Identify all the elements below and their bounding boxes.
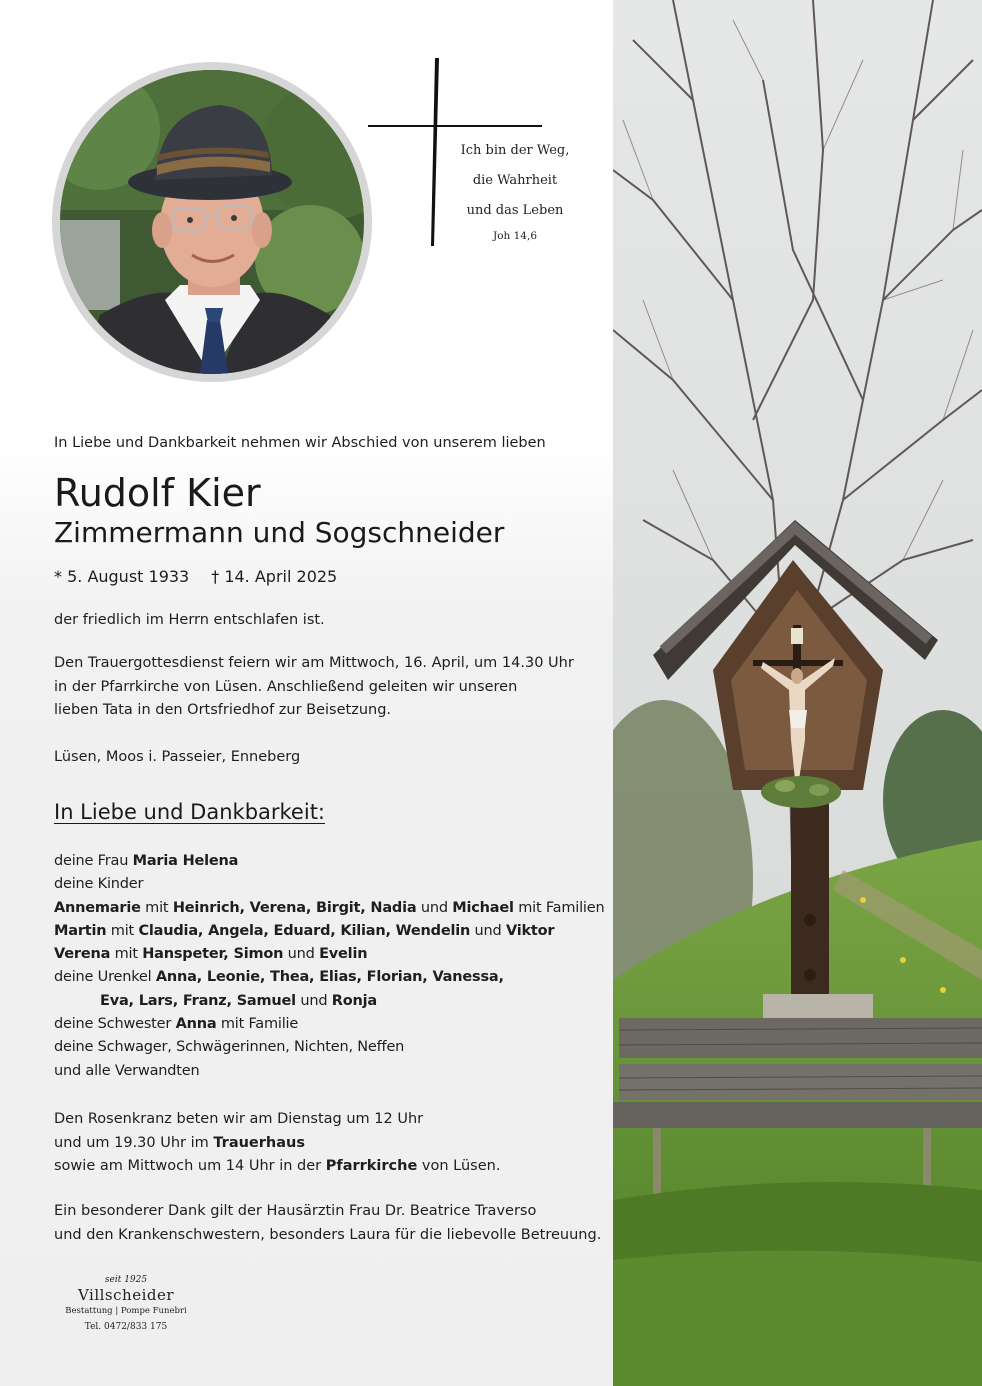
verse-line-2: die Wahrheit <box>472 173 558 188</box>
wayside-cross-photo <box>613 0 982 1386</box>
wayside-shrine-image <box>613 0 982 1386</box>
family-row-2-e: Viktor <box>505 922 555 939</box>
gratitude-line-2: und den Krankenschwestern, besonders Laura für die liebevolle Betreuung. <box>54 1226 602 1243</box>
family-great-grandchildren-2 <box>54 990 604 1013</box>
rosary-line-3-prefix: sowie am Mittwoch um 14 Uhr in der <box>54 1158 326 1174</box>
family-row-2 <box>54 920 604 943</box>
family-list <box>54 850 604 1083</box>
funeral-service-text <box>54 652 574 723</box>
birth-date: * 5. August 1933 <box>54 567 190 586</box>
death-date: † 14. April 2025 <box>211 567 338 586</box>
funeral-home-logo <box>56 1275 196 1336</box>
logo-subtitle: Bestattung | Pompe Funebri <box>65 1306 187 1316</box>
family-row-1-b: mit <box>140 899 173 916</box>
rosary-line-1: Den Rosenkranz beten wir am Dienstag um 12 Uhr <box>54 1111 424 1127</box>
family-relatives: und alle Verwandten <box>54 1062 200 1079</box>
verse-line-3: und das Leben <box>466 203 564 218</box>
family-row-1-f: mit Familien <box>513 899 605 916</box>
family-wife-prefix: deine Frau <box>54 853 133 869</box>
family-children-label: deine Kinder <box>54 876 144 893</box>
verse-line-1: Ich bin der Weg, <box>460 143 570 158</box>
great-grandchildren-names-1: Anna, Leonie, Thea, Elias, Florian, Vanessa, <box>155 969 504 986</box>
rosary-line-2-prefix: und um 19.30 Uhr im <box>54 1134 214 1151</box>
family-row-3-c: Hanspeter, Simon <box>142 946 284 963</box>
deceased-profession: Zimmermann und Sogschneider <box>54 516 505 549</box>
great-grandchildren-and: und <box>295 992 332 1009</box>
family-wife <box>54 850 604 873</box>
bible-verse <box>440 136 590 246</box>
family-sister <box>54 1013 604 1036</box>
sister-prefix: deine Schwester <box>54 1016 176 1033</box>
thanks-heading: In Liebe und Dankbarkeit: <box>54 800 326 824</box>
rosary-line-3 <box>54 1155 500 1179</box>
life-dates <box>54 565 337 589</box>
family-row-3-e: Evelin <box>319 946 368 963</box>
family-row-3-a: Verena <box>54 946 111 963</box>
family-row-1 <box>54 897 604 920</box>
family-row-2-d: und <box>470 922 506 939</box>
family-row-2-a: Martin <box>54 922 107 939</box>
intro-text: In Liebe und Dankbarkeit nehmen wir Abschied von unserem lieben <box>54 435 546 451</box>
family-great-grandchildren-1 <box>54 966 604 989</box>
gratitude-text <box>54 1200 601 1247</box>
rosary-line-2 <box>54 1132 500 1156</box>
family-row-1-c: Heinrich, Verena, Birgit, Nadia <box>172 899 417 916</box>
service-line-1: Den Trauergottesdienst feiern wir am Mittwoch, 16. April, um 14.30 Uhr <box>54 655 574 671</box>
service-line-3: lieben Tata in den Ortsfriedhof zur Beisetzung. <box>54 702 392 718</box>
family-row-2-b: mit <box>106 922 139 939</box>
family-in-laws: deine Schwager, Schwägerinnen, Nichten, Neffen <box>54 1039 405 1056</box>
service-line-2: in der Pfarrkirche von Lüsen. Anschließend geleiten wir unseren <box>54 678 518 695</box>
rosary-text <box>54 1108 500 1179</box>
places-text: Lüsen, Moos i. Passeier, Enneberg <box>54 749 301 765</box>
family-row-3-d: und <box>283 946 320 963</box>
logo-brand: Villscheider <box>77 1286 175 1304</box>
sister-suffix: mit Familie <box>216 1016 299 1033</box>
logo-since: seit 1925 <box>104 1275 148 1285</box>
great-grandchildren-names-2: Eva, Lars, Franz, Samuel <box>100 992 296 1009</box>
great-grandchildren-last: Ronja <box>331 992 377 1009</box>
rosary-line-3-suffix: von Lüsen. <box>417 1158 501 1174</box>
family-row-1-a: Annemarie <box>54 899 141 916</box>
portrait-image <box>60 70 364 374</box>
gratitude-line-1: Ein besonderer Dank gilt der Hausärztin Frau Dr. Beatrice Traverso <box>54 1203 537 1219</box>
rosary-line-3-bold: Pfarrkirche <box>325 1158 418 1174</box>
family-row-3-b: mit <box>110 946 143 963</box>
family-row-3 <box>54 943 604 966</box>
rosary-line-2-bold: Trauerhaus <box>213 1134 305 1151</box>
logo-phone: Tel. 0472/833 175 <box>84 1322 168 1332</box>
asleep-text: der friedlich im Herrn entschlafen ist. <box>54 612 325 628</box>
family-row-1-d: und <box>416 899 453 916</box>
family-wife-name: Maria Helena <box>132 853 239 869</box>
family-row-2-c: Claudia, Angela, Eduard, Kilian, Wendelin <box>138 922 471 939</box>
deceased-name: Rudolf Kier <box>54 471 261 515</box>
family-row-1-e: Michael <box>452 899 514 916</box>
verse-reference: Joh 14,6 <box>492 230 537 242</box>
great-grandchildren-prefix: deine Urenkel <box>54 969 156 986</box>
sister-name: Anna <box>175 1016 217 1033</box>
portrait-photo <box>52 62 372 382</box>
